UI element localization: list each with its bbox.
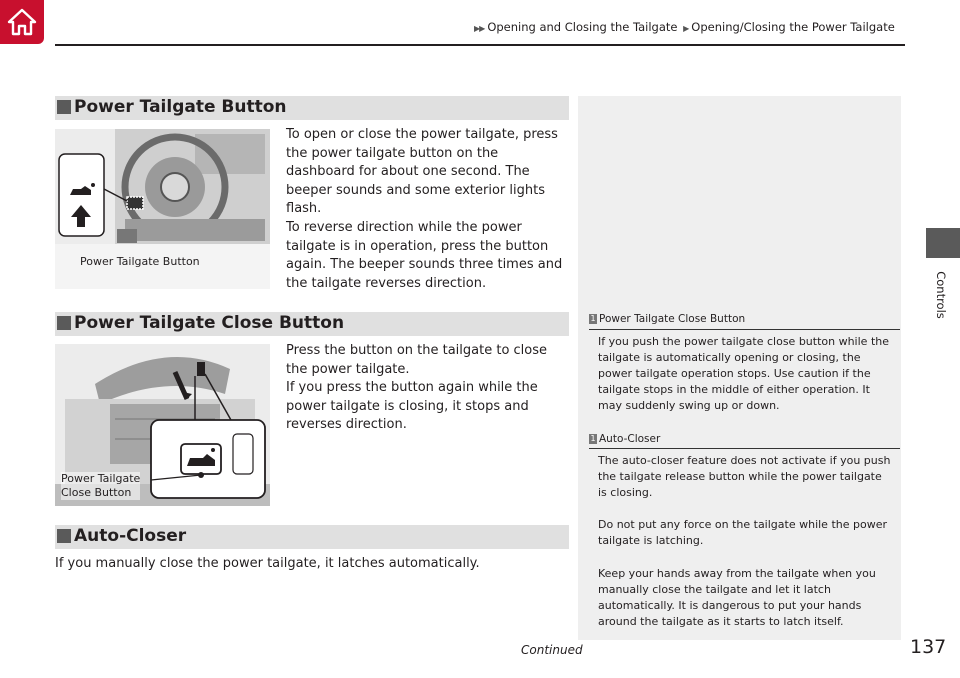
press-arrow-icon [69, 203, 93, 229]
chapter-tab-marker[interactable] [926, 228, 960, 258]
tailgate-illustration [55, 344, 270, 506]
note-heading [589, 313, 745, 325]
callout-label: Power Tailgate Button [80, 255, 200, 268]
home-icon [5, 5, 39, 39]
note-divider [589, 448, 900, 449]
breadcrumb-item[interactable]: Opening and Closing the Tailgate [487, 20, 678, 34]
breadcrumb: ▶▶ Opening and Closing the Tailgate ▶ Opening/Closing the Power Tailgate [474, 20, 895, 34]
note-heading [589, 433, 660, 445]
tailgate-button-closeup [67, 181, 97, 201]
section-marker [57, 100, 71, 114]
section-title: Power Tailgate Button [74, 97, 287, 117]
tailgate-icon [67, 181, 97, 201]
header-divider [55, 44, 905, 46]
chapter-tab-label: Controls [934, 271, 948, 319]
section-header-power-tailgate-close-button [55, 312, 569, 336]
paragraph: If you press the button again while the power tailgate is closing, it stops and reverses direction. [286, 380, 538, 432]
paragraph: Press the button on the tailgate to close the power tailgate. [286, 343, 548, 377]
paragraph: If you manually close the power tailgate, it latches automatically. [55, 556, 480, 571]
section-marker [57, 529, 71, 543]
note-marker: 1 [590, 314, 596, 323]
dashboard-illustration [55, 129, 270, 289]
section-marker [57, 316, 71, 330]
paragraph: To reverse direction while the power tailgate is in operation, press the button again. The beeper sounds three times and the tailgate reverses direction. [286, 220, 563, 291]
note-marker: 1 [590, 434, 596, 443]
continued-label: Continued [521, 643, 583, 657]
page-number: 137 [910, 636, 947, 658]
section-title: Auto-Closer [74, 526, 187, 546]
note-heading-text: Auto-Closer [599, 433, 661, 445]
note-divider [589, 329, 900, 330]
section-header-power-tailgate-button [55, 96, 569, 120]
note-text: Keep your hands away from the tailgate when you manually close the tailgate and let it latch automatically. It is dangerous to put your hands around the tailgate as it starts to latch itself. [598, 567, 876, 628]
note-heading-text: Power Tailgate Close Button [599, 313, 746, 325]
section-header-auto-closer [55, 525, 569, 549]
callout-line: Close Button [61, 486, 132, 499]
chapter-tab[interactable] [924, 265, 958, 325]
callout-line: Power Tailgate [61, 472, 141, 485]
note-text: If you push the power tailgate close button while the tailgate is automatically opening or closing, the power tailgate operation stops. Use caution if the tailgate stops in the middle of either operation. It may suddenly swing up or down. [598, 335, 889, 412]
home-button[interactable] [0, 0, 44, 44]
note-text: The auto-closer feature does not activate if you push the tailgate release button while the power tailgate is closing. [598, 454, 891, 499]
paragraph: To open or close the power tailgate, press the power tailgate button on the dashboard for about one second. The beeper sounds and some exterior lights flash. [286, 127, 558, 216]
breadcrumb-item[interactable]: Opening/Closing the Power Tailgate [691, 20, 895, 34]
callout-label [61, 472, 140, 500]
section-title: Power Tailgate Close Button [74, 313, 345, 333]
note-text: Do not put any force on the tailgate while the power tailgate is latching. [598, 518, 887, 547]
